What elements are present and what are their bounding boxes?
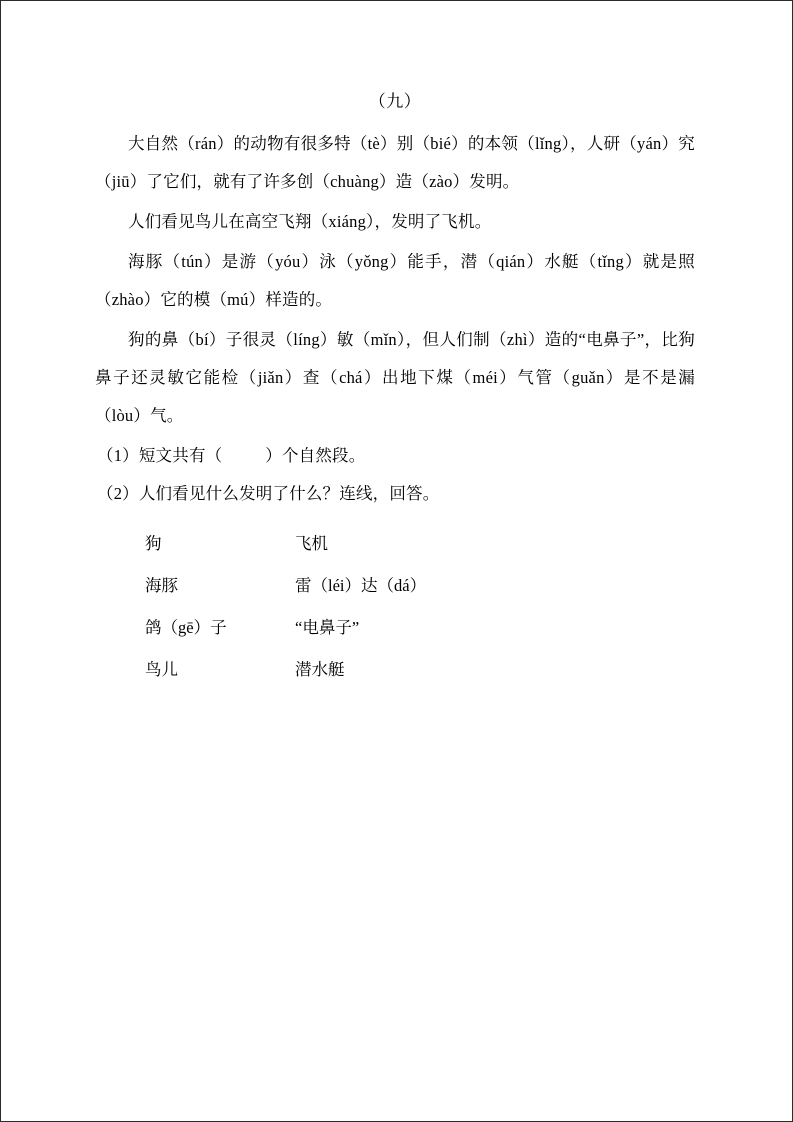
paragraph-3: 海豚（tún）是游（yóu）泳（yǒng）能手，潜（qián）水艇（tǐng）就是照（zhào）它的模（mú）样造的。 bbox=[95, 252, 695, 309]
paragraph-4: 狗的鼻（bí）子很灵（líng）敏（mǐn），但人们制（zhì）造的“电鼻子”，比狗鼻子还灵敏它能检（jiǎn）查（chá）出地下煤（méi）气管（guǎn）是不是漏（lòu）气。 bbox=[95, 330, 695, 425]
paragraph-2: 人们看见鸟儿在高空飞翔（xiáng），发明了飞机。 bbox=[128, 212, 492, 231]
matching-exercise bbox=[95, 523, 695, 691]
question-1 bbox=[95, 437, 695, 475]
matching-left-item[interactable]: 鸽（gē）子 bbox=[145, 618, 227, 637]
matching-row[interactable] bbox=[145, 607, 695, 649]
matching-right-item[interactable]: 雷（léi）达（dá） bbox=[295, 576, 427, 595]
matching-row[interactable] bbox=[145, 523, 695, 565]
matching-right-item[interactable]: “电鼻子” bbox=[295, 618, 360, 637]
matching-row[interactable] bbox=[145, 649, 695, 691]
matching-right-item[interactable]: 潜水艇 bbox=[295, 660, 345, 679]
matching-row[interactable] bbox=[145, 565, 695, 607]
question-1-prefix: （1）短文共有（ bbox=[97, 446, 223, 465]
matching-left-item[interactable]: 海豚 bbox=[145, 576, 178, 595]
matching-left-item[interactable]: 狗 bbox=[145, 534, 162, 553]
paragraph-1: 大自然（rán）的动物有很多特（tè）别（bié）的本领（lǐng），人研（yán）究（jiū）了它们，就有了许多创（chuàng）造（zào）发明。 bbox=[95, 134, 695, 191]
page-title: （九） bbox=[368, 92, 422, 111]
document-content bbox=[95, 87, 695, 691]
question-2: （2）人们看见什么发明了什么？连线，回答。 bbox=[97, 484, 440, 503]
question-1-suffix: ）个自然段。 bbox=[265, 446, 366, 465]
matching-left-item[interactable]: 鸟儿 bbox=[145, 660, 178, 679]
matching-right-item[interactable]: 飞机 bbox=[295, 534, 328, 553]
